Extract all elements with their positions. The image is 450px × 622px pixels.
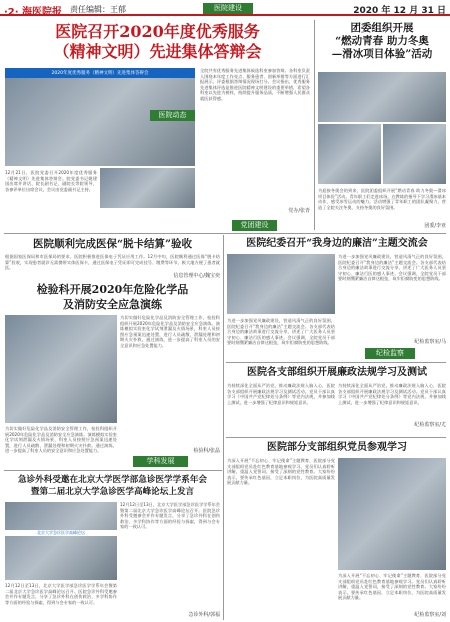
article6-photo bbox=[227, 254, 335, 314]
article2-photo-1 bbox=[318, 72, 446, 122]
article2-sign: 团委/李亚 bbox=[424, 223, 446, 229]
article8-sign: 纪检监察室/刘 bbox=[414, 612, 446, 618]
article6-body: 为进一步加强党风廉政建设，营造风清气正的良好氛围，医院纪委召开“我身边的廉洁”主题交流会。各支部代表结合身边的廉洁故事进行交流分享，讲述了广大医务人员坚守初心、廉洁行医的感人事迹。会议强调，全院党员干部要时刻绷紧廉洁自律这根弦，筑牢拒腐防变的思想防线。 bbox=[338, 254, 446, 282]
article3-title: 医院顺利完成医保“脱卡结算”验收 bbox=[32, 238, 193, 250]
article1-title-line2: （精神文明）先进集体答辩会 bbox=[53, 42, 262, 61]
article2-photo-2 bbox=[318, 124, 381, 184]
article5-title-line2: 暨第二届北京大学急诊医学高峰论坛上发言 bbox=[30, 487, 195, 497]
article5-title bbox=[5, 474, 220, 498]
article8-body: 为深入开展“不忘初心、牢记使命”主题教育，医院部分党支部组织党员赴红色教育基地参观学习。党员们认真聆听讲解，重温入党誓词，接受了深刻的党性教育。大家纷纷表示，要传承红色基因，立足本职岗位，为医院高质量发展贡献力量。 bbox=[227, 458, 335, 486]
article6-sign: 纪检监察室/马 bbox=[414, 339, 446, 345]
article1-photo-2 bbox=[100, 168, 195, 208]
editor: 责任编辑：王郁 bbox=[70, 5, 126, 14]
article4-label: 学科发展 bbox=[133, 456, 188, 467]
article5-photo-banner: 北京大学急诊医学高峰论坛 bbox=[5, 530, 117, 536]
article5-body: 12月12日至13日，北京大学医学部急诊医学学系年会暨第二届北京大学急诊医学高峰论坛召开。医院急诊外科受邀参会并作专题发言，分享了急诊外科在创伤救治、多学科协作等方面的经验与探索，得到与会专家的一致认可。 bbox=[120, 502, 220, 530]
article4-title-line2: 及消防安全应急演练 bbox=[63, 298, 162, 311]
article5-photo bbox=[5, 502, 117, 580]
article8-photo bbox=[338, 458, 446, 570]
article1-label: 医院动态 bbox=[150, 110, 195, 121]
article4-title bbox=[5, 282, 220, 312]
article3-body: 根据国家医保局和市医保局的要求，医院积极推进医保电子凭证应用工作。12月中旬，医院顺利通过医保“脱卡结算”验收，实现患者就诊无需携带实体医保卡，通过医保电子凭证即可完成挂号、缴费等环节，极大地方便了患者就医。 bbox=[5, 254, 220, 271]
article4-sign: 检验科/张晶 bbox=[193, 448, 220, 454]
article8-body-cont: 为深入开展“不忘初心、牢记使命”主题教育，医院部分党支部组织党员赴红色教育基地参观学习。党员们认真聆听讲解，重温入党誓词，接受了深刻的党性教育。大家纷纷表示，要传承红色基因，立足本职岗位，为医院高质量发展贡献力量。 bbox=[338, 573, 446, 601]
article2-photo-3 bbox=[383, 124, 446, 184]
article1-title bbox=[5, 22, 310, 62]
article7-body-cont: 为持续深化全面从严治党，推动廉政法规入脑入心，医院各支部组织开展廉政法规学习及测试活动。党员干部认真学习《中国共产党纪律处分条例》等党内法规，并参加线上测试，进一步增强了纪律意识和规矩意识。 bbox=[338, 383, 446, 405]
article4-body-cont: 为切实做好危险化学品及消防安全管理工作，检验科组织开展2020年危险化学品及消防安全应急演练。演练模拟实验室化学试剂泄漏及火情场景，科室人员按照应急预案迅速处置，进行人员疏散、泄漏处理和初期火灾扑救。通过演练，进一步提高了科室人员的安全意识和应急处置能力。 bbox=[5, 426, 117, 454]
article7-sign: 纪检监察室/尤 bbox=[414, 422, 446, 428]
article4-body: 为切实做好危险化学品及消防安全管理工作，检验科组织开展2020年危险化学品及消防安全应急演练。演练模拟实验室化学试剂泄漏及火情场景，科室人员按照应急预案迅速处置，进行人员疏散、泄漏处理和初期火灾扑救。通过演练，进一步提高了科室人员的安全意识和应急处置能力。 bbox=[120, 315, 220, 348]
article5-sign: 急诊外科/郭福 bbox=[188, 612, 220, 618]
column-divider-2 bbox=[223, 235, 224, 620]
article2-body: 为迎接冬奥会的到来，医院团委组织开展“燃动青春 助力冬奥—滑冰项目体验”活动。青年职工们走进冰场，在教练的指导下学习滑冰基本动作，感受冰雪运动的魅力。活动增强了青年职工的团队凝聚力，营造了全院关注冬奥、支持冬奥的良好氛围。 bbox=[318, 188, 446, 210]
section-divider-4 bbox=[226, 437, 446, 438]
section-divider-3 bbox=[226, 362, 446, 363]
section-divider-2 bbox=[4, 470, 222, 471]
article5-body-cont: 12月12日至13日，北京大学医学部急诊医学学系年会暨第二届北京大学急诊医学高峰论坛召开。医院急诊外科受邀参会并作专题发言，分享了急诊外科在创伤救治、多学科协作等方面的经验与探索，得到与会专家的一致认可。 bbox=[5, 583, 117, 605]
article4-title-line1: 检验科开展2020年危险化学品 bbox=[36, 283, 189, 296]
article7-body: 为持续深化全面从严治党，推动廉政法规入脑入心，医院各支部组织开展廉政法规学习及测试活动。党员干部认真学习《中国共产党纪律处分条例》等党内法规，并参加线上测试，进一步增强了纪律意识和规矩意识。 bbox=[227, 383, 335, 405]
article1-title-line1: 医院召开2020年度优秀服务 bbox=[55, 22, 260, 41]
article4-photo bbox=[5, 315, 117, 423]
article2-title-line1: 团委组织开展 bbox=[350, 22, 414, 34]
article2-title-line3: —滑冰项目体验”活动 bbox=[331, 48, 433, 60]
article1-body-right: 全院共有优秀服务先进集体候选科室参加答辩。各科室负责人围绕本年度工作亮点、服务患者、创新举措等方面进行汇报展示，评委根据答辩情况现场打分。会议指出，优秀服务先进集体评选是推进医院精神文明建设的重要举措，希望各科室以先进为榜样，持续提升服务品质，不断增强人民群众就医获得感。 bbox=[200, 68, 310, 101]
section-tag: 医院建设 bbox=[203, 3, 253, 14]
column-divider bbox=[314, 20, 315, 230]
article2-title-line2: “燃动青春 助力冬奥 bbox=[335, 35, 429, 47]
article1-sign: 党办/张青 bbox=[288, 208, 310, 214]
issue-date: 2020 年 12 月 31 日 bbox=[353, 6, 446, 16]
article1-photo-banner: 2020年度优秀服务（精神文明）先进集体答辩会 bbox=[5, 68, 195, 78]
article6-body-cont: 为进一步加强党风廉政建设，营造风清气正的良好氛围，医院纪委召开“我身边的廉洁”主题交流会。各支部代表结合身边的廉洁故事进行交流分享，讲述了广大医务人员坚守初心、廉洁行医的感人事迹。会议强调，全院党员干部要时刻绷紧廉洁自律这根弦，筑牢拒腐防变的思想防线。 bbox=[227, 318, 335, 346]
page-number: ·2· 海医院报 bbox=[4, 7, 63, 18]
article1-body-left: 12月21日，医院党委召开2020年度优秀服务（精神文明）先进集体答辩会。院党委书记姚建国出席并讲话，院长副书记、副院长等院领导，各参评单位出席会议，会议由党委副书记主持。 bbox=[5, 170, 97, 192]
article2-label: 党团建设 bbox=[232, 220, 277, 231]
article6-title: 医院纪委召开“我身边的廉洁”主题交流会 bbox=[246, 238, 428, 249]
article3-sign: 信息管理中心/魏宝奕 bbox=[173, 273, 220, 279]
section-divider-1 bbox=[4, 233, 446, 234]
article5-title-line1: 急诊外科受邀在北京大学医学部急诊医学学系年会 bbox=[17, 475, 208, 485]
article7-title: 医院各支部组织开展廉政法规学习及测试 bbox=[247, 367, 427, 378]
article6-label: 纪检监察 bbox=[365, 348, 415, 359]
article2-title bbox=[318, 22, 446, 61]
article8-title: 医院部分支部组织党员参观学习 bbox=[267, 442, 407, 453]
